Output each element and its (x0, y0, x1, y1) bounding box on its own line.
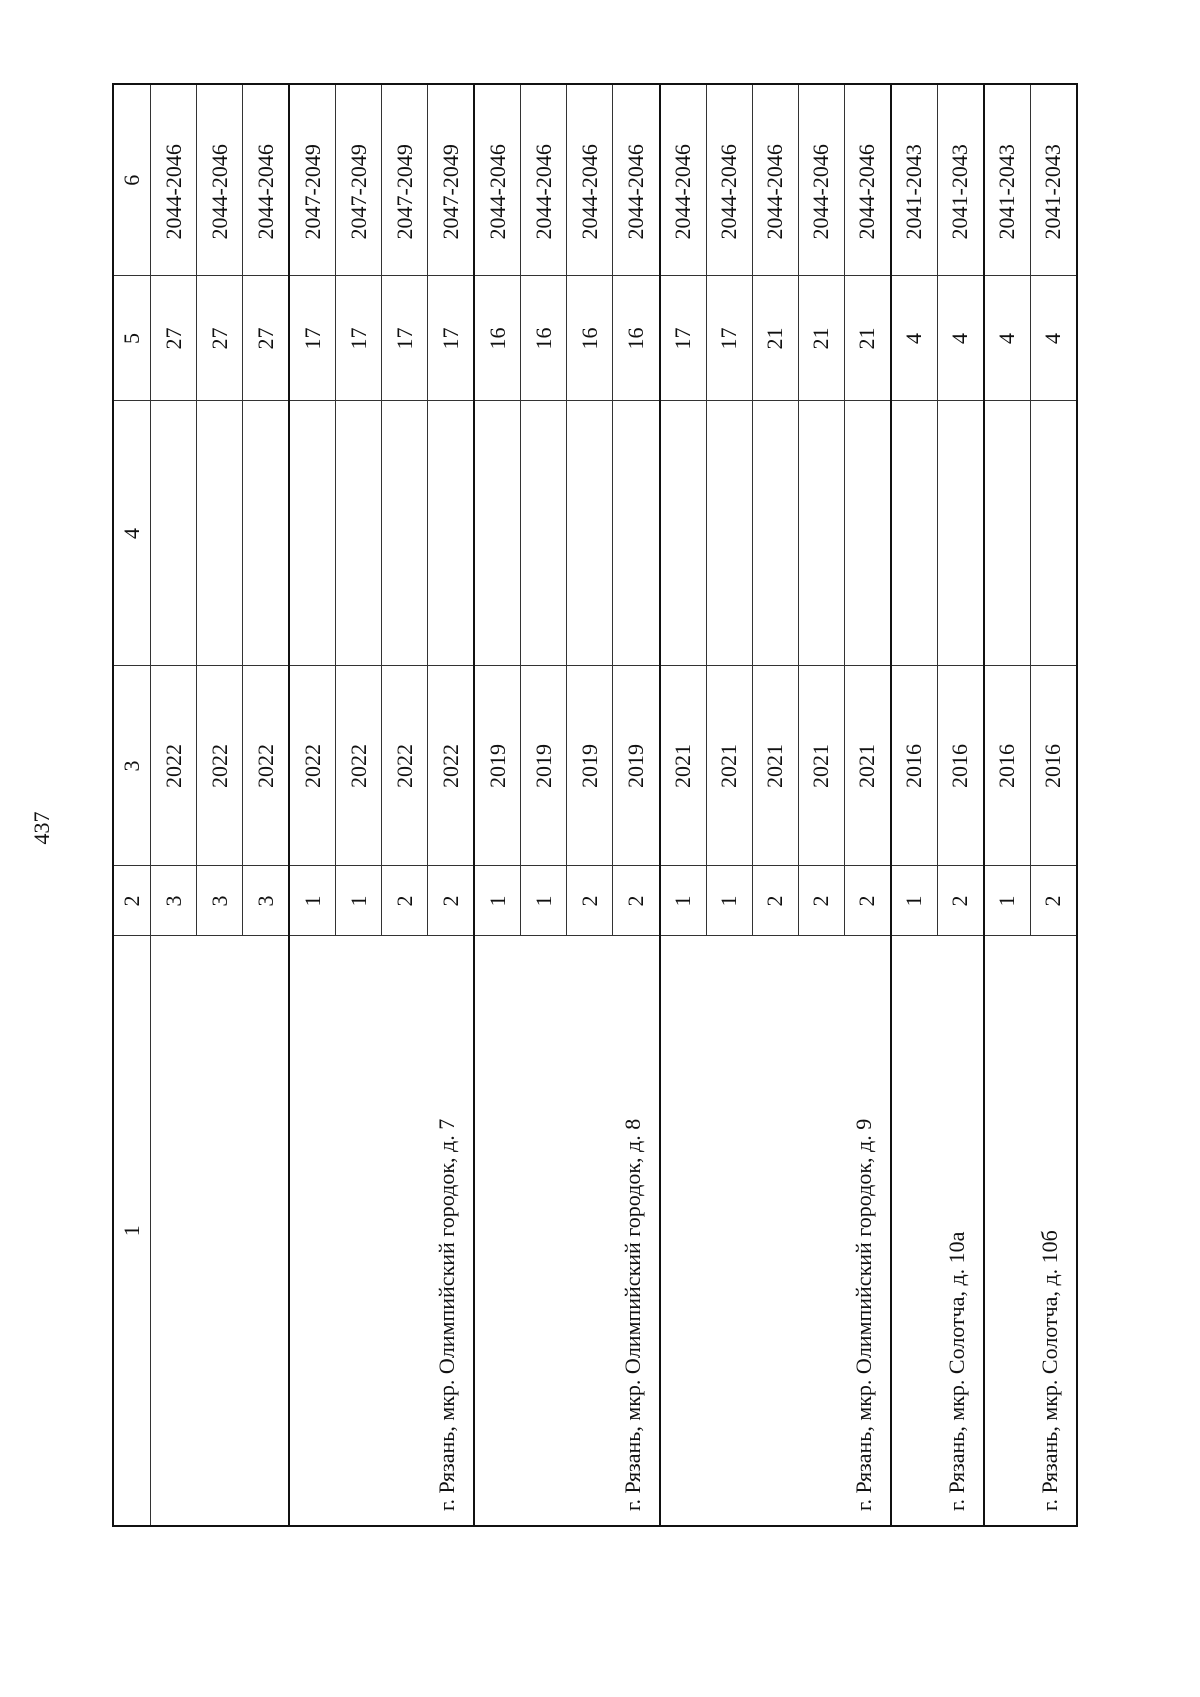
table-cell: 4 (937, 276, 984, 401)
table-cell: 17 (382, 276, 428, 401)
table-cell: 2041-2043 (891, 84, 938, 276)
table-cell: 2022 (289, 666, 336, 866)
table-cell: 2044-2046 (752, 84, 798, 276)
table-cell: 2047-2049 (428, 84, 475, 276)
table-row (984, 84, 1031, 1526)
page-number: 437 (29, 811, 54, 845)
table-cell: 17 (336, 276, 382, 401)
table-cell: 16 (567, 276, 613, 401)
table-body (151, 84, 1078, 1526)
table-cell: 27 (151, 276, 197, 401)
table-cell: 2 (752, 866, 798, 936)
table-cell: 2 (844, 866, 891, 936)
table-cell (937, 401, 984, 666)
table-cell: 27 (243, 276, 290, 401)
table-cell: 4 (1030, 276, 1077, 401)
table-cell: 2044-2046 (474, 84, 521, 276)
table-cell: 2041-2043 (937, 84, 984, 276)
table-cell: 16 (521, 276, 567, 401)
table-cell: 17 (428, 276, 475, 401)
address-cell: г. Рязань, мкр. Солотча, д. 10б (984, 936, 1077, 1526)
table-cell (660, 401, 707, 666)
table-cell: 1 (891, 866, 938, 936)
table-cell: 2019 (474, 666, 521, 866)
table-cell (567, 401, 613, 666)
address-cell: г. Рязань, мкр. Олимпийский городок, д. 8 (474, 936, 659, 1526)
table-cell: 21 (844, 276, 891, 401)
table-cell: 2021 (844, 666, 891, 866)
table-cell: 2044-2046 (660, 84, 707, 276)
address-cell: г. Рязань, мкр. Солотча, д. 10а (891, 936, 984, 1526)
table-cell (474, 401, 521, 666)
header-row (113, 84, 151, 1526)
table-row (660, 84, 707, 1526)
table-cell: 2047-2049 (289, 84, 336, 276)
column-header: 5 (113, 276, 151, 401)
table-cell: 2044-2046 (798, 84, 844, 276)
table-cell: 2047-2049 (336, 84, 382, 276)
table-cell: 2044-2046 (567, 84, 613, 276)
table-cell: 2016 (891, 666, 938, 866)
column-header: 3 (113, 666, 151, 866)
table-cell (289, 401, 336, 666)
schedule-table (112, 83, 1078, 1527)
table-cell: 16 (613, 276, 660, 401)
table-cell: 2022 (336, 666, 382, 866)
table-cell (197, 401, 243, 666)
table-cell: 2016 (984, 666, 1031, 866)
address-cell: г. Рязань, мкр. Олимпийский городок, д. 7 (289, 936, 474, 1526)
table-cell (891, 401, 938, 666)
table-row (474, 84, 521, 1526)
table-cell: 2044-2046 (197, 84, 243, 276)
table-cell (613, 401, 660, 666)
table-cell: 2021 (660, 666, 707, 866)
table-cell (752, 401, 798, 666)
address-cell: г. Рязань, мкр. Олимпийский городок, д. 9 (660, 936, 891, 1526)
table-cell: 2047-2049 (382, 84, 428, 276)
table-cell: 4 (891, 276, 938, 401)
table-cell: 2022 (197, 666, 243, 866)
table-cell: 1 (289, 866, 336, 936)
table-cell: 2019 (613, 666, 660, 866)
column-header: 6 (113, 84, 151, 276)
table-cell: 2 (937, 866, 984, 936)
document-table (112, 85, 1078, 1527)
table-cell: 2044-2046 (613, 84, 660, 276)
table-cell: 1 (474, 866, 521, 936)
table-cell (428, 401, 475, 666)
table-cell: 27 (197, 276, 243, 401)
address-cell (151, 936, 290, 1526)
column-header: 4 (113, 401, 151, 666)
table-cell: 2044-2046 (151, 84, 197, 276)
table-cell (706, 401, 752, 666)
table-cell (151, 401, 197, 666)
table-cell: 21 (798, 276, 844, 401)
rotated-table-container (112, 85, 1078, 1527)
table-cell: 2 (382, 866, 428, 936)
table-cell: 2021 (752, 666, 798, 866)
table-row (151, 84, 197, 1526)
table-cell: 21 (752, 276, 798, 401)
table-cell: 2022 (243, 666, 290, 866)
table-cell: 2041-2043 (1030, 84, 1077, 276)
table-cell: 2021 (706, 666, 752, 866)
table-row (289, 84, 336, 1526)
table-cell: 2044-2046 (706, 84, 752, 276)
table-cell: 1 (521, 866, 567, 936)
table-cell: 1 (660, 866, 707, 936)
table-cell: 1 (706, 866, 752, 936)
table-cell (336, 401, 382, 666)
table-cell: 2022 (428, 666, 475, 866)
table-cell (984, 401, 1031, 666)
column-header: 2 (113, 866, 151, 936)
table-cell (798, 401, 844, 666)
table-cell (1030, 401, 1077, 666)
table-cell: 3 (243, 866, 290, 936)
table-cell: 2044-2046 (521, 84, 567, 276)
table-cell: 2 (1030, 866, 1077, 936)
table-cell: 17 (660, 276, 707, 401)
table-cell: 16 (474, 276, 521, 401)
table-cell: 2 (567, 866, 613, 936)
table-cell: 2044-2046 (844, 84, 891, 276)
table-cell: 2044-2046 (243, 84, 290, 276)
table-cell: 2019 (567, 666, 613, 866)
table-cell (382, 401, 428, 666)
table-cell: 17 (289, 276, 336, 401)
table-cell: 4 (984, 276, 1031, 401)
table-row (891, 84, 938, 1526)
table-cell: 3 (197, 866, 243, 936)
table-cell: 2022 (382, 666, 428, 866)
table-cell: 3 (151, 866, 197, 936)
table-cell: 2016 (937, 666, 984, 866)
column-header: 1 (113, 936, 151, 1526)
table-cell (243, 401, 290, 666)
table-cell: 2022 (151, 666, 197, 866)
table-cell: 2 (428, 866, 475, 936)
table-cell: 17 (706, 276, 752, 401)
table-cell: 2 (613, 866, 660, 936)
table-cell (521, 401, 567, 666)
table-cell: 2016 (1030, 666, 1077, 866)
table-cell: 2019 (521, 666, 567, 866)
table-cell: 1 (984, 866, 1031, 936)
table-cell: 2 (798, 866, 844, 936)
table-cell (844, 401, 891, 666)
table-cell: 2041-2043 (984, 84, 1031, 276)
table-cell: 1 (336, 866, 382, 936)
table-cell: 2021 (798, 666, 844, 866)
